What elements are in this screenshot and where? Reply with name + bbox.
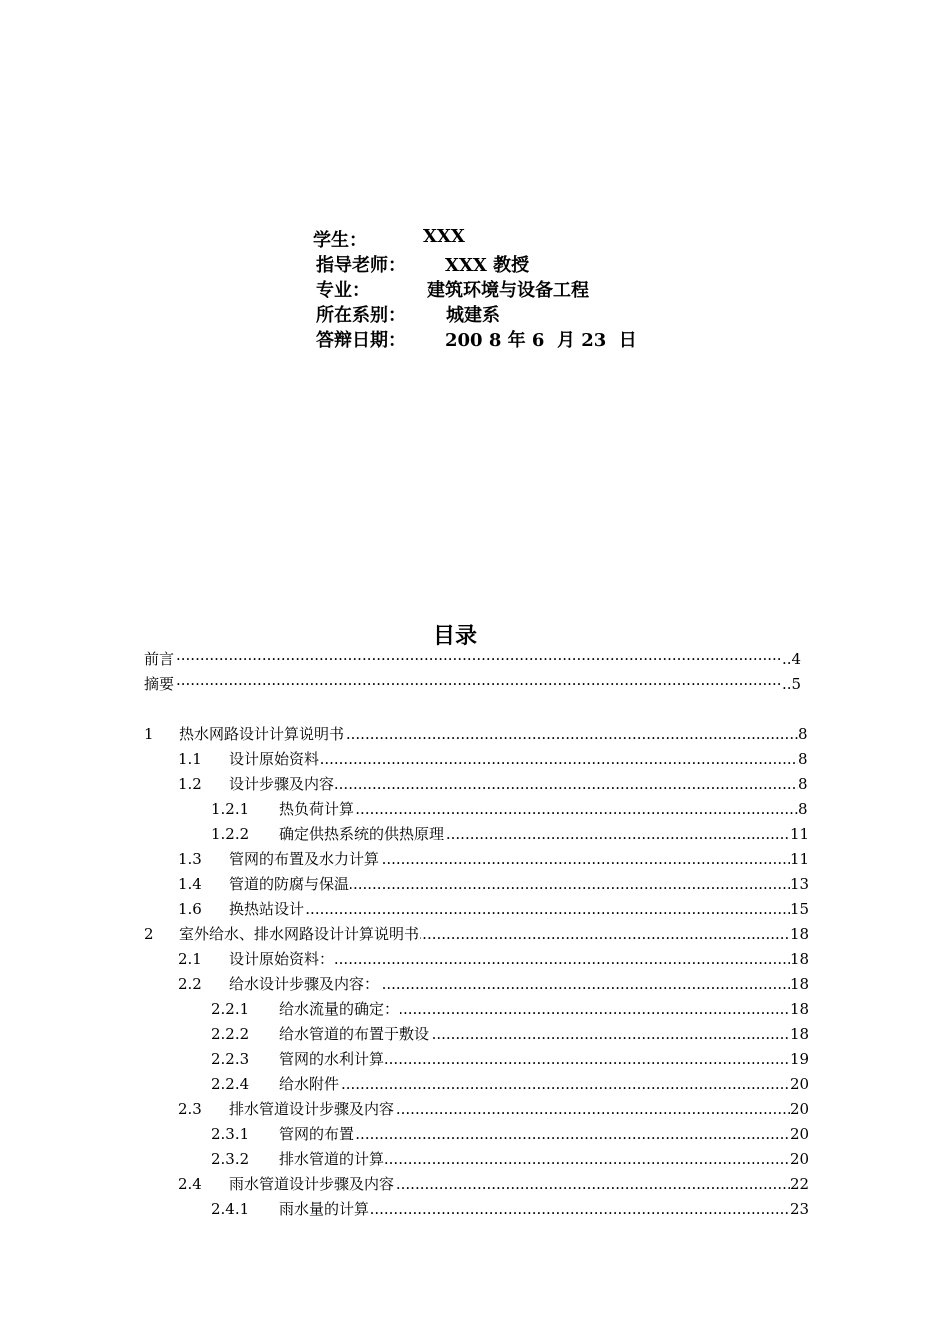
- toc-entry: [0, 1098, 950, 1120]
- toc-entry-number: 2.2.4: [211, 1075, 250, 1093]
- toc-entry-number: 2.2.2: [211, 1025, 250, 1043]
- toc-entry-title: 换热站设计: [229, 900, 305, 918]
- toc-entry-title: 排水管道设计步骤及内容: [229, 1100, 395, 1118]
- toc-entry: [0, 1148, 950, 1170]
- toc-entry: [0, 898, 950, 920]
- toc-entry-number: 2.3.1: [211, 1125, 250, 1143]
- toc-entry: [0, 1073, 950, 1095]
- toc-entry-page: 18: [790, 975, 810, 993]
- toc-entry-title: 设计原始资料：: [229, 950, 335, 968]
- advisor-label: 指导老师：: [316, 255, 406, 276]
- toc-entry-number: 2.2: [178, 975, 202, 993]
- toc-front-title: 摘要: [144, 675, 175, 693]
- toc-entry-title: 给水设计步骤及内容：: [229, 975, 380, 993]
- toc-entry: [0, 1198, 950, 1220]
- toc-entry-page: 20: [790, 1150, 810, 1168]
- toc-entry-title: 雨水管道设计步骤及内容: [229, 1175, 395, 1193]
- toc-entry-number: 1.1: [178, 750, 202, 768]
- toc-entry: [0, 823, 950, 845]
- toc-entry-number: 1: [144, 725, 154, 743]
- toc-entry-title: 管网的水利计算: [279, 1050, 385, 1068]
- toc-entry-title: 热负荷计算: [279, 800, 355, 818]
- toc-entry: [0, 1123, 950, 1145]
- toc-entry: [0, 1173, 950, 1195]
- toc-entry-number: 2.2.3: [211, 1050, 250, 1068]
- major-label: 专业：: [316, 280, 370, 301]
- toc-entry-number: 1.4: [178, 875, 202, 893]
- dept-value: 城建系: [446, 305, 500, 326]
- toc-entry-page: 8: [798, 800, 808, 818]
- toc-entry-number: 1.2.1: [211, 800, 250, 818]
- toc-entry: [0, 873, 950, 895]
- toc-entry: [0, 923, 950, 945]
- toc-entry: [0, 973, 950, 995]
- toc-leader: [176, 673, 782, 695]
- toc-entry-page: 22: [790, 1175, 810, 1193]
- toc-entry-page: 23: [790, 1200, 810, 1218]
- toc-entry-number: 1.2: [178, 775, 202, 793]
- toc-entry: [0, 998, 950, 1020]
- toc-entry-title: 设计原始资料: [229, 750, 320, 768]
- toc-entry-number: 2: [144, 925, 154, 943]
- toc-front-item: [144, 648, 804, 670]
- advisor-value: XXX 教授: [445, 255, 530, 276]
- toc-entry-number: 2.4.1: [211, 1200, 250, 1218]
- toc-entry-title: 热水网路设计计算说明书: [179, 725, 345, 743]
- toc-leader: [176, 648, 782, 670]
- toc-entry-page: 15: [790, 900, 810, 918]
- toc-entry-title: 管网的布置: [279, 1125, 355, 1143]
- toc-entry-page: 18: [790, 950, 810, 968]
- toc-entry-number: 1.2.2: [211, 825, 250, 843]
- toc-entry: [0, 1023, 950, 1045]
- major-value: 建筑环境与设备工程: [427, 280, 589, 301]
- toc-entry-page: 20: [790, 1125, 810, 1143]
- toc-front-page: ..5: [782, 675, 802, 693]
- toc-front-title: 前言: [144, 650, 175, 668]
- toc-entry-page: 18: [790, 1025, 810, 1043]
- toc-entry-page: 11: [790, 850, 810, 868]
- toc-leader: [229, 898, 790, 920]
- toc-entry-page: 20: [790, 1075, 810, 1093]
- toc-entry-number: 2.1: [178, 950, 202, 968]
- toc-entry: [0, 848, 950, 870]
- toc-entry-number: 2.3.2: [211, 1150, 250, 1168]
- dept-label: 所在系别：: [316, 305, 406, 326]
- toc-entry-page: 13: [790, 875, 810, 893]
- toc-entry: [0, 748, 950, 770]
- toc-entry-page: 19: [790, 1050, 810, 1068]
- toc-entry: [0, 948, 950, 970]
- toc-entry-title: 雨水量的计算: [279, 1200, 370, 1218]
- toc-entry-title: 确定供热系统的供热原理: [279, 825, 445, 843]
- toc-front-page: ..4: [782, 650, 802, 668]
- toc-entry-title: 管网的布置及水力计算: [229, 850, 380, 868]
- toc-entry-number: 1.6: [178, 900, 202, 918]
- date-label: 答辩日期：: [316, 330, 406, 351]
- toc-entry-page: 8: [798, 725, 808, 743]
- toc-entry: [0, 798, 950, 820]
- toc-entry-title: 管道的防腐与保温: [229, 875, 350, 893]
- toc-entry-number: 2.3: [178, 1100, 202, 1118]
- toc-entry-number: 2.2.1: [211, 1000, 250, 1018]
- toc-entry-title: 排水管道的计算: [279, 1150, 385, 1168]
- toc-entry-page: 8: [798, 775, 808, 793]
- toc-leader: [279, 798, 798, 820]
- toc-entry-page: 20: [790, 1100, 810, 1118]
- toc-entry-page: 18: [790, 925, 810, 943]
- toc-entry-title: 给水管道的布置于敷设: [279, 1025, 430, 1043]
- toc-entry-title: 室外给水、排水网路设计计算说明书: [179, 925, 420, 943]
- toc-title: 目录: [432, 623, 477, 649]
- toc-leader: [279, 1073, 790, 1095]
- toc-entry-page: 8: [798, 750, 808, 768]
- toc-entry-page: 18: [790, 1000, 810, 1018]
- toc-entry-number: 1.3: [178, 850, 202, 868]
- date-value: 200 8 年 6 月 23 日: [445, 330, 637, 351]
- toc-front-item: [144, 673, 804, 695]
- student-label: 学生：: [313, 230, 367, 251]
- toc-leader: [279, 1123, 790, 1145]
- toc-entry: [0, 723, 950, 745]
- toc-entry-title: 给水流量的确定：: [279, 1000, 400, 1018]
- toc-entry: [0, 1048, 950, 1070]
- student-value: XXX: [423, 226, 465, 247]
- toc-entry-number: 2.4: [178, 1175, 202, 1193]
- toc-entry-title: 给水附件: [279, 1075, 340, 1093]
- toc-entry: [0, 773, 950, 795]
- toc-entry-title: 设计步骤及内容: [229, 775, 335, 793]
- toc-entry-page: 11: [790, 825, 810, 843]
